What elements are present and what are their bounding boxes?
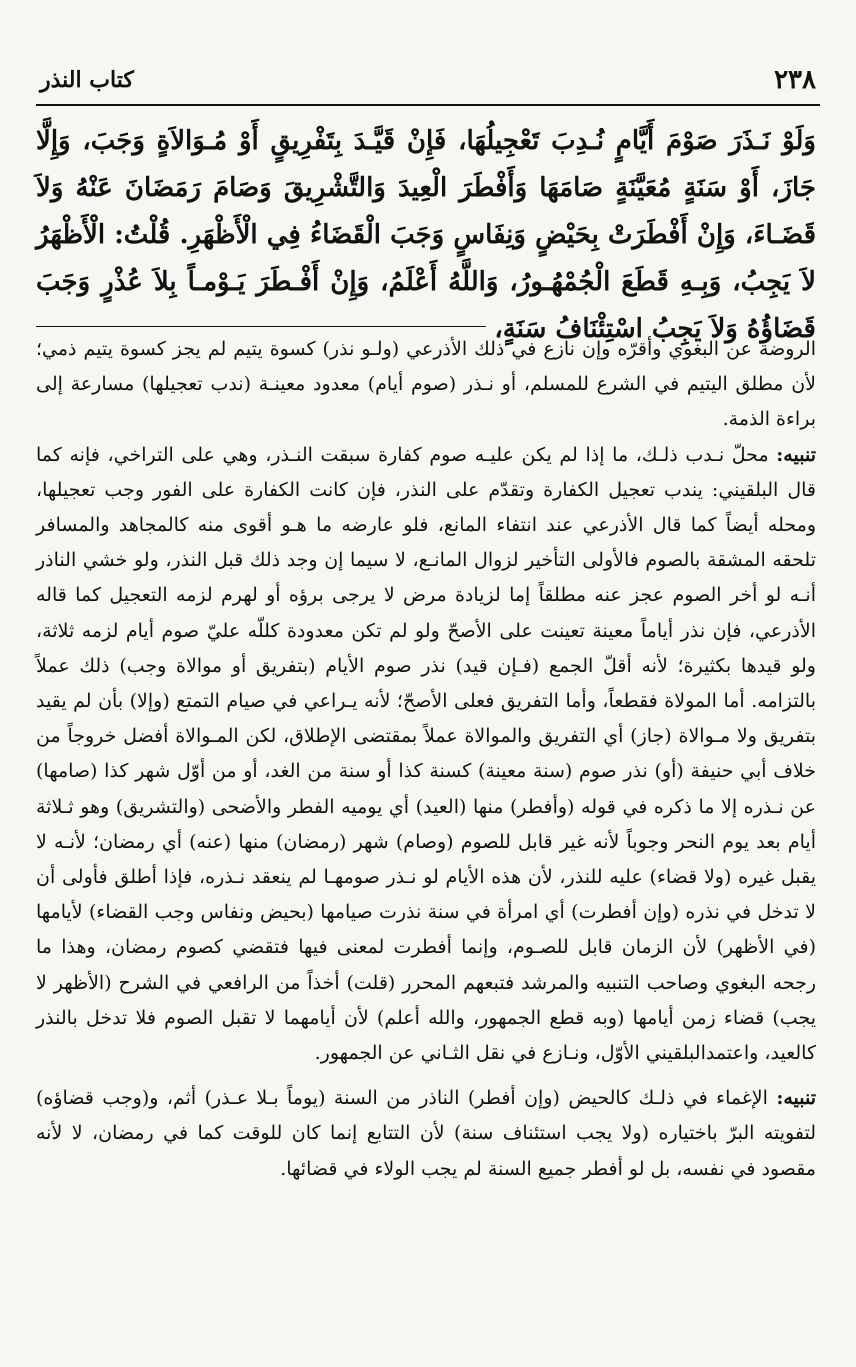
sharh-paragraph-1: الروضة عن البغوي وأقرّه وإن نازع في ذلك الأذرعي (ولـو نذر) كسوة يتيم لم يجز كسوة يتيم ذمي؛ لأن مطلق اليتيم في الشرع للمسلم، أو نـذر (صوم أيام) معدود معينـة (ندب تعجيلها) مسارعة إلى براءة الذمة.: [36, 338, 816, 431]
tanbih-label-1: تنبيه:: [776, 443, 816, 466]
tanbih-label-2: تنبيه:: [776, 1087, 817, 1110]
tanbih-paragraph-2: [36, 1081, 816, 1187]
page-header: [40, 60, 816, 100]
tanbih-paragraph-1: [36, 438, 816, 1072]
matn-paragraph: وَلَوْ نَـذَرَ صَوْمَ أَيَّامٍ نُـدِبَ تَعْجِيلُهَا، فَإِنْ قَيَّـدَ بِتَفْرِيقٍ أَوْ مُـوَالاَةٍ وَجَبَ، وَإِلَّا جَازَ، أَوْ سَنَةٍ مُعَيَّنَةٍ صَامَهَا وَأَفْطَرَ الْعِيدَ وَالتَّشْرِيقَ وَصَامَ رَمَضَانَ عَنْهُ وَلاَ قَضَـاءَ، وَإِنْ أَفْطَرَتْ بِحَيْضٍ وَنِفَاسٍ وَجَبَ الْقَضَاءُ فِي الْأَظْهَرِ. قُلْتُ: الْأَظْهَرُ لاَ يَجِبُ، وَبِـهِ قَطَعَ الْجُمْهُـورُ، وَاللَّهُ أَعْلَمُ، وَإِنْ أَفْـطَرَ يَـوْمـاً بِلاَ عُذْرٍ وَجَبَ قَضَاؤُهُ وَلاَ يَجِبُ اسْتِئْنَافُ سَنَةٍ،: [36, 126, 816, 344]
matn-divider: [36, 326, 486, 327]
chapter-title: كتاب النذر: [40, 67, 134, 93]
tanbih-text-2: الإغماء في ذلـك كالحيض (وإن أفطر) الناذر من السنة (يوماً بـلا عـذر) أثم، و(وجب قضاؤه) لتفويته البرّ باختياره (ولا يجب استئناف سنة) لأن التتابع إنما كان للوقت كما في رمضان، لا لأنه مقصود في نفسه، بل لو أفطر جميع السنة لم يجب الولاء في قضائها.: [36, 1087, 816, 1180]
sharh-commentary-block: [36, 332, 816, 1187]
header-divider: [36, 104, 820, 106]
matn-text-block: [36, 118, 816, 353]
tanbih-text-1: محلّ نـدب ذلـك، ما إذا لم يكن عليـه صوم كفارة سبقت النـذر، وهي على التراخي، فإنه كما قال البلقيني: يندب تعجيل الكفارة وتقدّم على النذر، فإن كانت الكفارة على الفور وجب تعجيلها، ومحله أيضاً كما قال الأذرعي عند انتفاء المانع، فلو عارضه ما هـو أقوى منه كالمجاهد والمسافر تلحقه المشقة بالصوم فالأولى التأخير لزوال المانـع، لا سيما إن وجد ذلك قبل النذر، ولو خشي الناذر أنـه لو أخر الصوم عجز عنه مطلقاً إما لزيادة مرض لا يرجى برؤه أو لهرم لزمه التعجيل كما قاله الأذرعي، فإن نذر أياماً معينة تعينت على الأصحّ ولو لم تكن معدودة كللّه عليّ صوم أيام لزمه ثلاثة، ولو قيدها بكثيرة؛ لأنه أقلّ الجمع (فـإن قيد) نذر صوم الأيام (بتفريق أو موالاة وجب) ذلك عملاً بالتزامه. أما المولاة فقطعاً، وأما التفريق فعلى الأصحّ؛ لأنه يـراعي في صيام التمتع (وإلا) بأن لم يقيد بتفريق ولا مـوالاة (جاز) أي التفريق والموالاة عملاً بمقتضى الإطلاق، لكن المـوالاة أفضل خروجاً من خلاف أبي حنيفة (أو) نذر صوم (سنة معينة) كسنة كذا أو سنة من الغد، أو من أوّل شهر كذا (صامها) عن نـذره إلا ما ذكره في قوله (وأفطر) منها (العيد) أي يوميه الفطر والأضحى (والتشريق) وهو ثـلاثة أيام بعد يوم النحر وجوباً لأنه غير قابل للصوم (وصام) شهر (رمضان) منها (عنه) أي رمضان؛ لأنـه لا يقبل غيره (ولا قضاء) عليه للنذر، لأن هذه الأيام لو نـذر صومهـا لم ينعقد نـذره، فإذا أطلق فأولى أن لا تدخل في نذره (وإن أفطرت) أي امرأة في سنة نذرت صيامها (بحيض ونفاس وجب القضاء) لأيامها (في الأظهر) لأن الزمان قابل للصـوم، وإنما أفطرت لمعنى فيها فتقضي كصوم رمضان، وهذا ما رجحه البغوي وصاحب التنبيه والمرشد فتبعهم المحرر (قلت) أخذاً من الرافعي في الشرح (الأظهر لا يجب) قضاء زمن أيامها (وبه قطع الجمهور، والله أعلم) لأن أيامهما لا تقبل الصوم فلا تدخل بالنذر كالعيد، واعتمدالبلقيني الأوّل، ونـازع في نقل الثـاني عن الجمهور.: [36, 443, 817, 1065]
page-number: ٢٣٨: [774, 65, 816, 95]
